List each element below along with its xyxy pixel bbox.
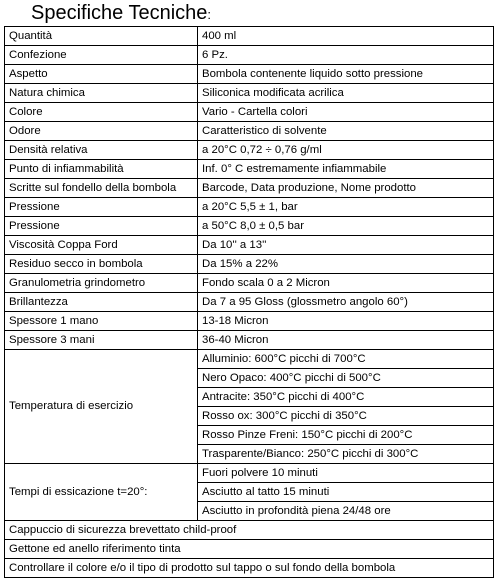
table-row bbox=[5, 540, 494, 559]
table-row bbox=[5, 141, 494, 160]
table-row bbox=[5, 198, 494, 217]
spec-table bbox=[4, 26, 494, 578]
spec-value: 13-18 Micron bbox=[198, 312, 494, 331]
spec-value: Fondo scala 0 a 2 Micron bbox=[198, 274, 494, 293]
essicazione-value: Asciutto in profondità piena 24/48 ore bbox=[198, 502, 494, 521]
spec-label: Pressione bbox=[5, 217, 198, 236]
table-row bbox=[5, 350, 494, 369]
note-row: Controllare il colore e/o il tipo di prodotto sul tappo o sul fondo della bombola bbox=[5, 559, 494, 578]
table-row bbox=[5, 27, 494, 46]
table-row bbox=[5, 122, 494, 141]
spec-label: Granulometria grindometro bbox=[5, 274, 198, 293]
spec-value: Da 10'' a 13'' bbox=[198, 236, 494, 255]
spec-label: Densità relativa bbox=[5, 141, 198, 160]
spec-value: Siliconica modificata acrilica bbox=[198, 84, 494, 103]
spec-label: Odore bbox=[5, 122, 198, 141]
table-row bbox=[5, 103, 494, 122]
title-text: Specifiche Tecniche bbox=[31, 2, 208, 24]
spec-value: a 20°C 5,5 ± 1, bar bbox=[198, 198, 494, 217]
temperatura-value: Alluminio: 600°C picchi di 700°C bbox=[198, 350, 494, 369]
table-row bbox=[5, 293, 494, 312]
spec-label: Quantità bbox=[5, 27, 198, 46]
table-row bbox=[5, 84, 494, 103]
spec-label: Scritte sul fondello della bombola bbox=[5, 179, 198, 198]
note-row: Gettone ed anello riferimento tinta bbox=[5, 540, 494, 559]
table-row bbox=[5, 217, 494, 236]
spec-value: Bombola contenente liquido sotto pressione bbox=[198, 65, 494, 84]
table-row bbox=[5, 464, 494, 483]
temperatura-value: Antracite: 350°C picchi di 400°C bbox=[198, 388, 494, 407]
spec-value: a 20°C 0,72 ÷ 0,76 g/ml bbox=[198, 141, 494, 160]
spec-label: Pressione bbox=[5, 198, 198, 217]
temperatura-value: Nero Opaco: 400°C picchi di 500°C bbox=[198, 369, 494, 388]
spec-label: Aspetto bbox=[5, 65, 198, 84]
spec-label: Natura chimica bbox=[5, 84, 198, 103]
temperatura-value: Rosso Pinze Freni: 150°C picchi di 200°C bbox=[198, 426, 494, 445]
temperatura-label: Temperatura di esercizio bbox=[5, 350, 198, 464]
table-row bbox=[5, 312, 494, 331]
spec-label: Colore bbox=[5, 103, 198, 122]
table-row bbox=[5, 559, 494, 578]
spec-value: 6 Pz. bbox=[198, 46, 494, 65]
table-row bbox=[5, 236, 494, 255]
spec-label: Spessore 1 mano bbox=[5, 312, 198, 331]
spec-value: Vario - Cartella colori bbox=[198, 103, 494, 122]
essicazione-value: Fuori polvere 10 minuti bbox=[198, 464, 494, 483]
table-row bbox=[5, 46, 494, 65]
spec-label: Brillantezza bbox=[5, 293, 198, 312]
spec-value: Barcode, Data produzione, Nome prodotto bbox=[198, 179, 494, 198]
spec-value: Caratteristico di solvente bbox=[198, 122, 494, 141]
table-row bbox=[5, 274, 494, 293]
spec-label: Residuo secco in bombola bbox=[5, 255, 198, 274]
note-row: Cappuccio di sicurezza brevettato child-proof bbox=[5, 521, 494, 540]
temperatura-value: Trasparente/Bianco: 250°C picchi di 300°C bbox=[198, 445, 494, 464]
essicazione-value: Asciutto al tatto 15 minuti bbox=[198, 483, 494, 502]
page-title bbox=[31, 0, 211, 28]
spec-label: Spessore 3 mani bbox=[5, 331, 198, 350]
title-colon: : bbox=[207, 7, 212, 22]
spec-value: Da 7 a 95 Gloss (glossmetro angolo 60°) bbox=[198, 293, 494, 312]
spec-value: Inf. 0° C estremamente infiammabile bbox=[198, 160, 494, 179]
table-row bbox=[5, 179, 494, 198]
spec-label: Punto di infiammabilità bbox=[5, 160, 198, 179]
table-row bbox=[5, 160, 494, 179]
essicazione-label: Tempi di essicazione t=20°: bbox=[5, 464, 198, 521]
table-row bbox=[5, 521, 494, 540]
temperatura-value: Rosso ox: 300°C picchi di 350°C bbox=[198, 407, 494, 426]
spec-value: Da 15% a 22% bbox=[198, 255, 494, 274]
table-row bbox=[5, 65, 494, 84]
spec-label: Confezione bbox=[5, 46, 198, 65]
table-row bbox=[5, 331, 494, 350]
spec-label: Viscosità Coppa Ford bbox=[5, 236, 198, 255]
spec-value: a 50°C 8,0 ± 0,5 bar bbox=[198, 217, 494, 236]
spec-value: 36-40 Micron bbox=[198, 331, 494, 350]
table-row bbox=[5, 255, 494, 274]
spec-value: 400 ml bbox=[198, 27, 494, 46]
